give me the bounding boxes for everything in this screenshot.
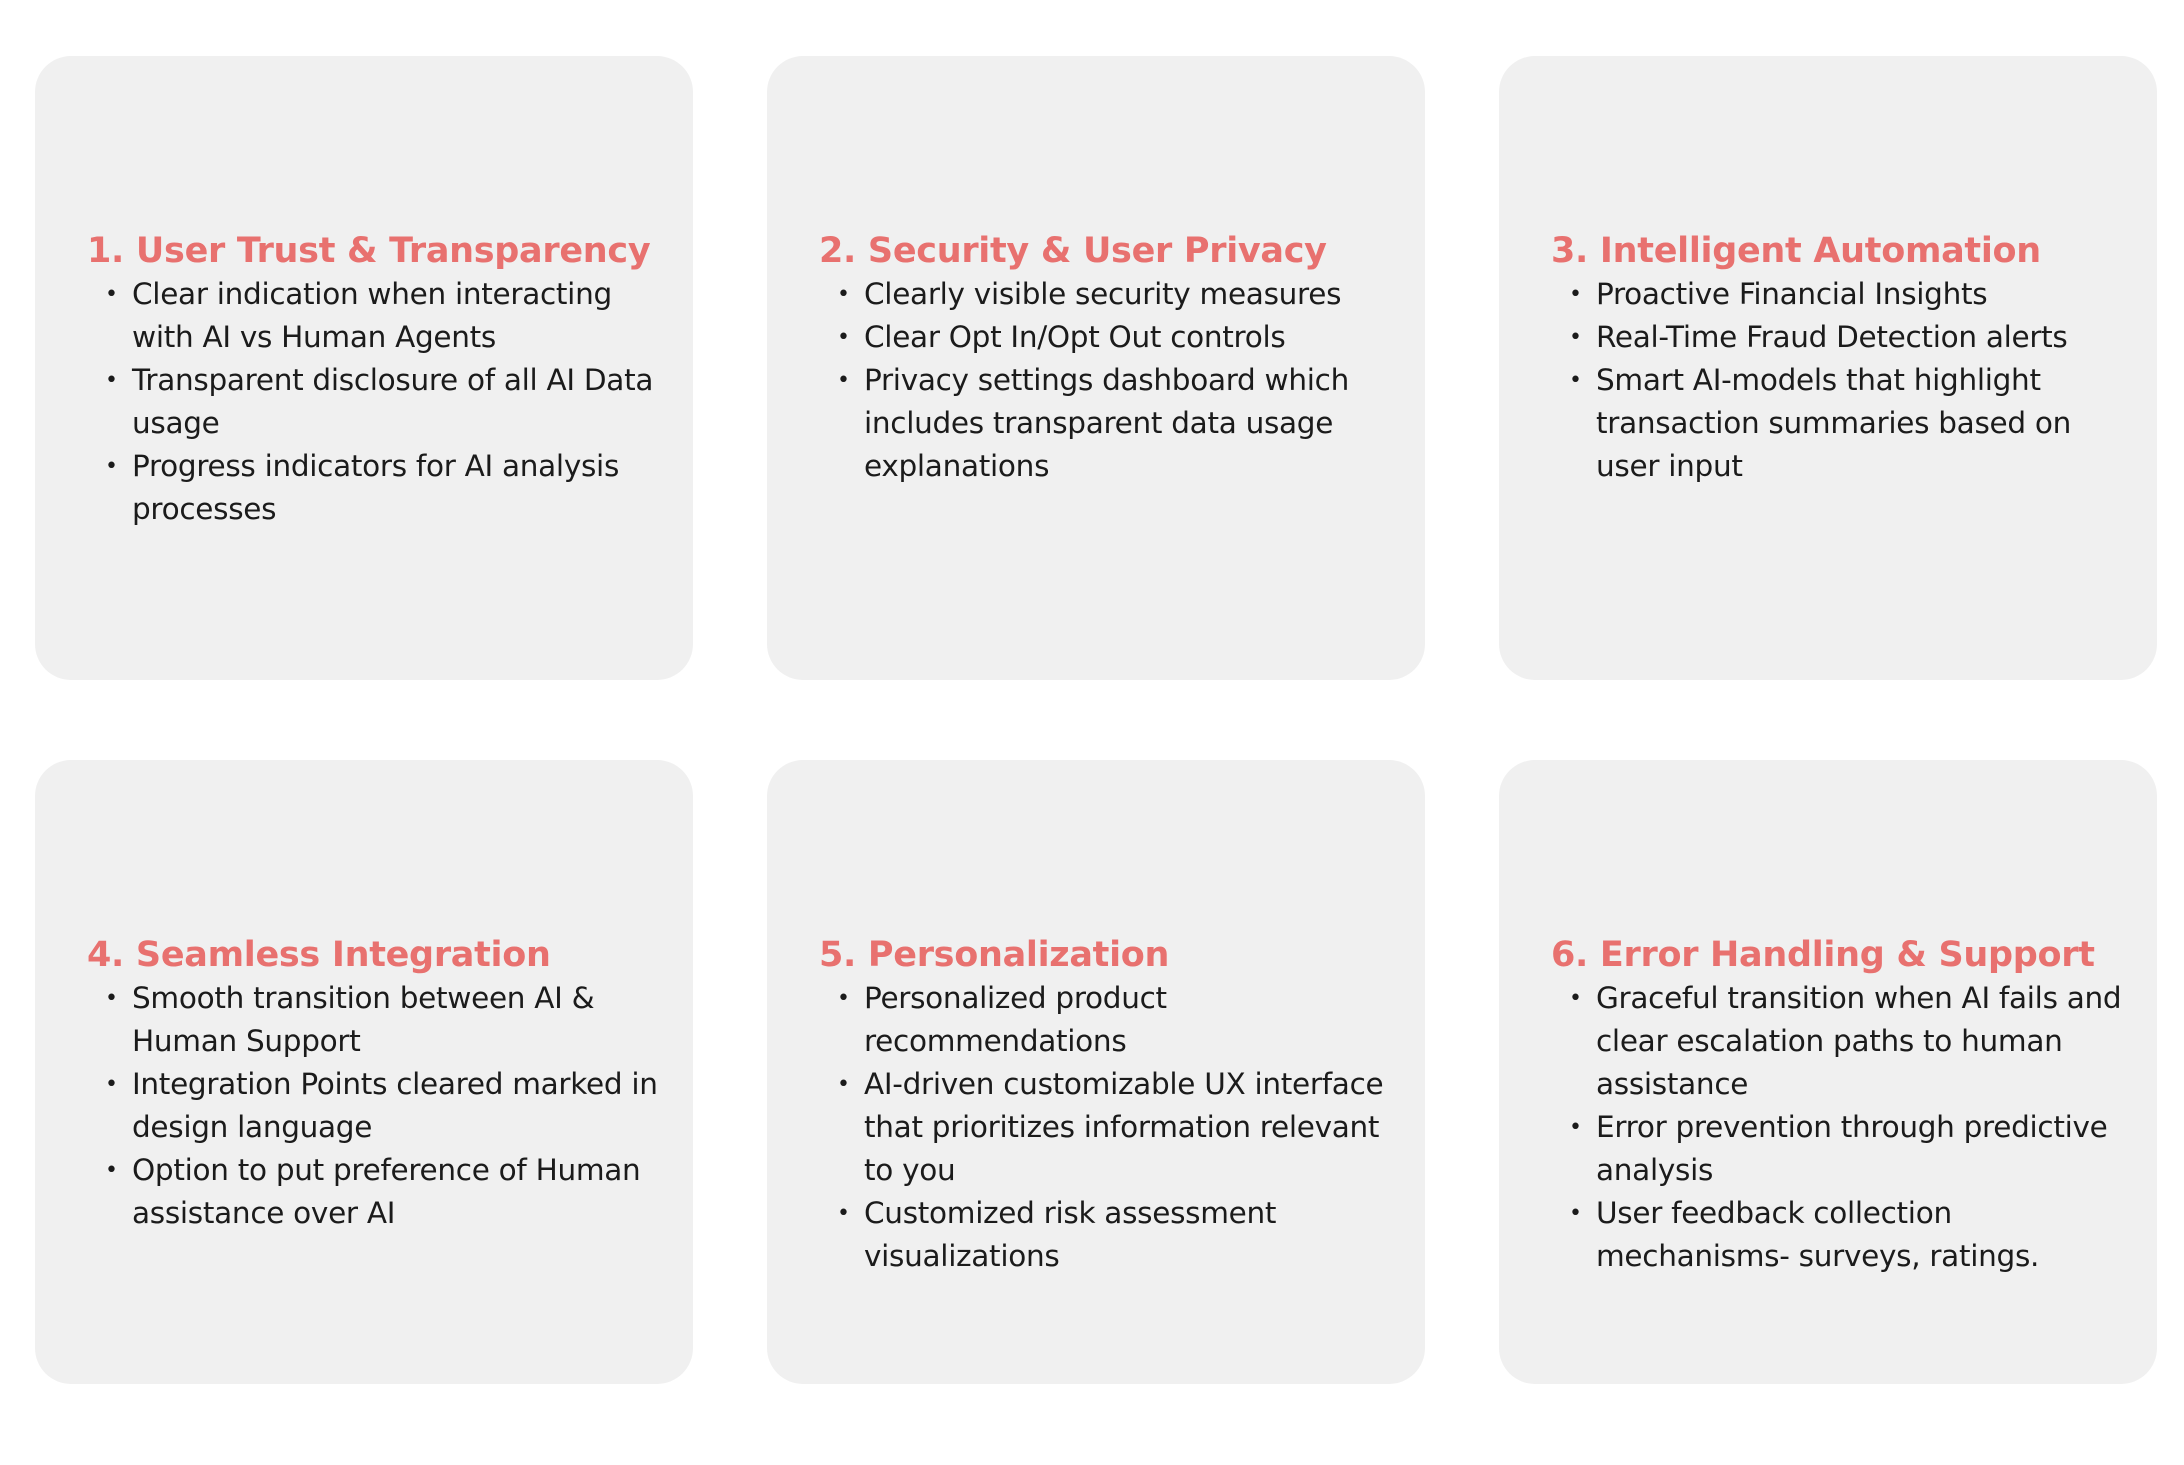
card-bullet-list [1551,273,2127,488]
card-error-handling-support [1499,760,2157,1384]
card-security-user-privacy [767,56,1425,680]
list-item: • Clearly visible security measures [819,273,1395,316]
card-seamless-integration [35,760,693,1384]
card-title: 4. Seamless Integration [87,935,551,975]
list-item: • Error prevention through predictive analysis [1551,1106,2127,1192]
card-bullet-list [87,273,663,531]
card-bullet-list [819,273,1395,488]
list-item: • Customized risk assessment visualizations [819,1192,1395,1278]
card-title: 1. User Trust & Transparency [87,231,651,271]
list-item: • Graceful transition when AI fails and clear escalation paths to human assistance [1551,977,2127,1106]
card-bullet-list [1551,977,2127,1278]
card-title: 6. Error Handling & Support [1551,935,2095,975]
list-item: • Transparent disclosure of all AI Data usage [87,359,663,445]
list-item: • Integration Points cleared marked in design language [87,1063,663,1149]
list-item: • Proactive Financial Insights [1551,273,2127,316]
card-title: 5. Personalization [819,935,1170,975]
card-title: 2. Security & User Privacy [819,231,1327,271]
list-item: • Real-Time Fraud Detection alerts [1551,316,2127,359]
card-bullet-list [819,977,1395,1278]
list-item: • Smooth transition between AI & Human Support [87,977,663,1063]
list-item: • Clear indication when interacting with AI vs Human Agents [87,273,663,359]
list-item: • Clear Opt In/Opt Out controls [819,316,1395,359]
card-personalization [767,760,1425,1384]
card-user-trust-transparency [35,56,693,680]
list-item: • Option to put preference of Human assistance over AI [87,1149,663,1235]
card-bullet-list [87,977,663,1235]
list-item: • Progress indicators for AI analysis processes [87,445,663,531]
card-title: 3. Intelligent Automation [1551,231,2041,271]
list-item: • Personalized product recommendations [819,977,1395,1063]
list-item: • Privacy settings dashboard which includes transparent data usage explanations [819,359,1395,488]
list-item: • User feedback collection mechanisms- surveys, ratings. [1551,1192,2127,1278]
card-intelligent-automation [1499,56,2157,680]
list-item: • Smart AI-models that highlight transaction summaries based on user input [1551,359,2127,488]
list-item: • AI-driven customizable UX interface that prioritizes information relevant to you [819,1063,1395,1192]
